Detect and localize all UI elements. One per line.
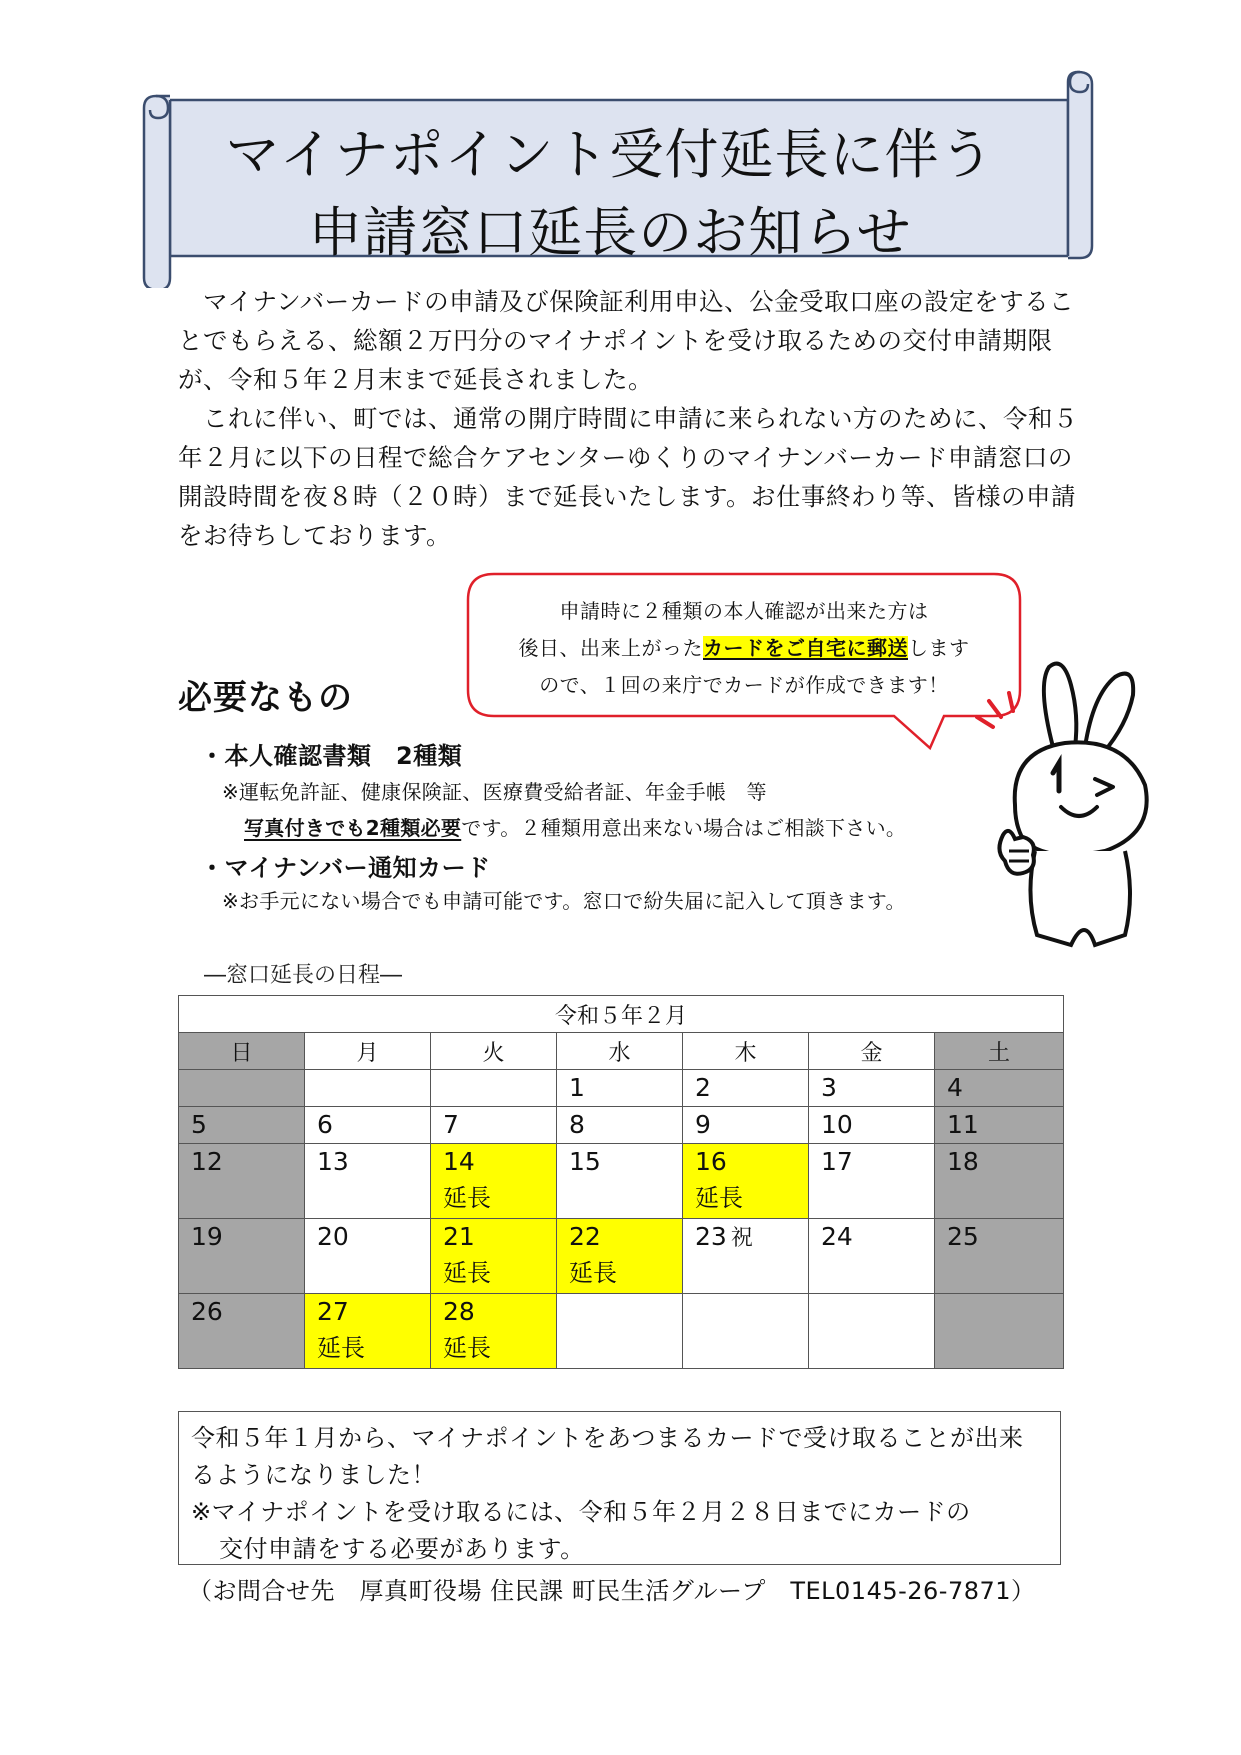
page-title-line-1: マイナポイント受付延長に伴う: [225, 123, 995, 186]
calendar-day-cell: [935, 1070, 1064, 1107]
calendar-day-number: 24: [821, 1222, 853, 1251]
weekday-header: 日: [179, 1033, 305, 1070]
calendar-day-number: 1: [569, 1073, 585, 1102]
intro-paragraph-1: マイナンバーカードの申請及び保険証利用申込、公金受取口座の設定をすることでもらえる、総額２万円分のマイナポイントを受け取るための交付申請期限が、令和５年２月末まで延長されました。: [178, 287, 1075, 394]
calendar-day-number: 17: [821, 1147, 853, 1176]
calendar-day-cell: [179, 1144, 305, 1219]
calendar-day-cell: [683, 1144, 809, 1219]
notice-line-2: ※マイナポイントを受け取るには、令和５年２月２８日までにカードの: [191, 1498, 971, 1526]
calendar-day-cell: [935, 1294, 1064, 1369]
extension-label: 延長: [695, 1184, 743, 1212]
calendar-day-number: 11: [947, 1110, 979, 1139]
calendar-day-cell: [431, 1294, 557, 1369]
requirement-notification-card: ・マイナンバー通知カード: [200, 854, 491, 882]
contact-info: （お問合せ先 厚真町役場 住民課 町民生活グループ TEL0145-26-7871）: [188, 1577, 1036, 1605]
calendar-day-cell: [431, 1144, 557, 1219]
calendar-day-number: 15: [569, 1147, 601, 1176]
calendar-day-number: 26: [191, 1297, 223, 1326]
calendar-day-cell: [809, 1107, 935, 1144]
calendar-day-cell: [935, 1219, 1064, 1294]
extension-label: 延長: [443, 1334, 491, 1362]
callout-line-2: 後日、出来上がったカードをご自宅に郵送します: [518, 636, 970, 660]
callout-highlight: カードをご自宅に郵送: [703, 636, 908, 660]
requirements-heading: 必要なもの: [178, 678, 353, 718]
calendar-day-cell: [179, 1219, 305, 1294]
calendar-day-cell: [179, 1070, 305, 1107]
calendar-day-cell: [305, 1107, 431, 1144]
calendar-day-cell: [683, 1070, 809, 1107]
calendar-day-cell: [305, 1294, 431, 1369]
calendar-day-cell: [305, 1144, 431, 1219]
calendar-day-number: 4: [947, 1073, 963, 1102]
calendar-day-number: 22: [569, 1222, 601, 1251]
calendar-day-number: 27: [317, 1297, 349, 1326]
calendar-day-cell: [305, 1219, 431, 1294]
calendar-day-number: 19: [191, 1222, 223, 1251]
calendar-caption: ―窓口延長の日程―: [204, 963, 403, 988]
calendar-day-number: 23 祝: [695, 1222, 753, 1251]
calendar-day-cell: [431, 1107, 557, 1144]
calendar-day-number: 18: [947, 1147, 979, 1176]
weekday-header: 金: [809, 1033, 935, 1070]
requirement-id-documents-note: ※運転免許証、健康保険証、医療費受給者証、年金手帳 等: [222, 780, 767, 804]
page-title-line-2: 申請窓口延長のお知らせ: [308, 201, 912, 264]
notice-line-3: 交付申請をする必要があります。: [219, 1535, 585, 1563]
calendar-month: 令和５年２月: [179, 996, 1064, 1033]
extension-calendar: [178, 995, 1064, 1369]
calendar-week-row: [179, 1294, 1064, 1369]
callout-line-3: ので、１回の来庁でカードが作成できます！: [539, 673, 949, 697]
extension-label: 延長: [443, 1259, 491, 1287]
calendar-day-number: 3: [821, 1073, 837, 1102]
calendar-day-cell: [305, 1070, 431, 1107]
calendar-week-row: [179, 1070, 1064, 1107]
calendar-day-cell: [557, 1070, 683, 1107]
weekday-header: 月: [305, 1033, 431, 1070]
calendar-day-number: 9: [695, 1110, 711, 1139]
calendar-week-row: [179, 1144, 1064, 1219]
extension-label: 延長: [317, 1334, 365, 1362]
calendar-day-cell: [683, 1219, 809, 1294]
calendar-day-number: 14: [443, 1147, 475, 1176]
extension-label: 延長: [443, 1184, 491, 1212]
requirement-id-documents: ・本人確認書類 2種類: [200, 742, 463, 770]
calendar-day-number: 7: [443, 1110, 459, 1139]
requirement-notification-card-note: ※お手元にない場合でも申請可能です。窓口で紛失届に記入して頂きます。: [222, 889, 906, 913]
calendar-day-cell: [935, 1107, 1064, 1144]
notice-box: [178, 1411, 1061, 1565]
calendar-day-number: 16: [695, 1147, 727, 1176]
extension-label: 延長: [569, 1259, 617, 1287]
calendar-day-cell: [557, 1144, 683, 1219]
callout-line-1: 申請時に２種類の本人確認が出来た方は: [559, 599, 929, 623]
calendar-day-number: 13: [317, 1147, 349, 1176]
calendar-week-row: [179, 1219, 1064, 1294]
calendar-day-cell: [431, 1219, 557, 1294]
calendar-day-cell: [809, 1219, 935, 1294]
weekday-header: 火: [431, 1033, 557, 1070]
calendar-day-number: 2: [695, 1073, 711, 1102]
calendar-day-cell: [809, 1294, 935, 1369]
calendar-day-cell: [179, 1294, 305, 1369]
calendar-day-number: 5: [191, 1110, 207, 1139]
notice-line-1: 令和５年１月から、マイナポイントをあつまるカードで受け取ることが出来るようになりました！: [191, 1424, 1024, 1489]
calendar-day-cell: [557, 1107, 683, 1144]
requirement-photo-note: 写真付きでも2種類必要です。２種類用意出来ない場合はご相談下さい。: [244, 816, 907, 840]
calendar-day-number: 10: [821, 1110, 853, 1139]
calendar-week-row: [179, 1107, 1064, 1144]
calendar-day-cell: [431, 1070, 557, 1107]
calendar-day-number: 8: [569, 1110, 585, 1139]
calendar-day-cell: [683, 1107, 809, 1144]
calendar-day-number: 25: [947, 1222, 979, 1251]
calendar-day-cell: [179, 1107, 305, 1144]
weekday-header: 水: [557, 1033, 683, 1070]
calendar-day-cell: [809, 1070, 935, 1107]
mascot-rabbit-icon: [975, 655, 1175, 955]
calendar-day-cell: [557, 1219, 683, 1294]
calendar-day-number: 28: [443, 1297, 475, 1326]
holiday-mark: 祝: [730, 1226, 753, 1251]
weekday-header: 土: [935, 1033, 1064, 1070]
calendar-day-cell: [557, 1294, 683, 1369]
calendar-day-number: 21: [443, 1222, 475, 1251]
calendar-day-number: 20: [317, 1222, 349, 1251]
calendar-day-number: 6: [317, 1110, 333, 1139]
weekday-header: 木: [683, 1033, 809, 1070]
calendar-day-cell: [809, 1144, 935, 1219]
calendar-day-cell: [935, 1144, 1064, 1219]
calendar-day-number: 12: [191, 1147, 223, 1176]
calendar-day-cell: [683, 1294, 809, 1369]
intro-paragraph-2: これに伴い、町では、通常の開庁時間に申請に来られない方のために、令和５年２月に以下の日程で総合ケアセンターゆくりのマイナンバーカード申請窓口の開設時間を夜８時（２０時）まで延長いたします。お仕事終わり等、皆様の申請をお待ちしております。: [178, 404, 1078, 550]
